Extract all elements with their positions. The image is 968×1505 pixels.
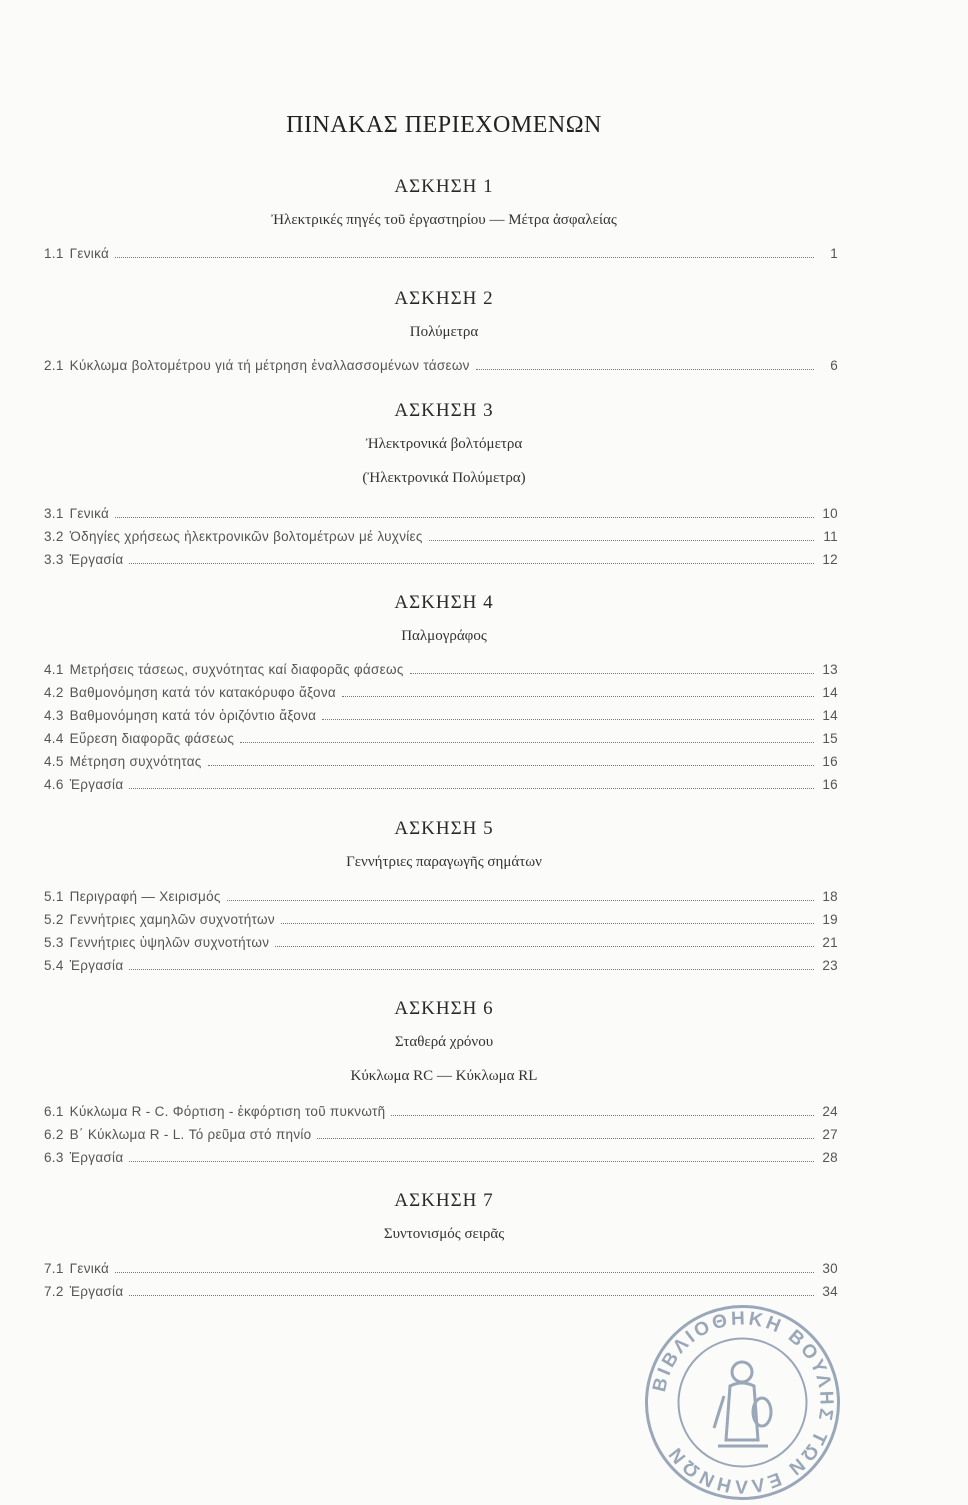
entry-label: Βαθμονόμηση κατά τόν κατακόρυφο ἄξονα (69, 685, 336, 700)
entry-number: 5.1 (44, 889, 64, 904)
dot-leader (129, 968, 814, 970)
toc-entry-1-1 (44, 246, 838, 261)
entry-page: 24 (822, 1104, 838, 1119)
dot-leader (429, 539, 814, 541)
athena-figure-icon (714, 1362, 771, 1446)
exercise-5-subtitle: Γεννήτριες παραγωγῆς σημάτων (346, 854, 542, 870)
exercise-6-subtitle-2: Κύκλωμα RC — Κύκλωμα RL (350, 1068, 538, 1084)
exercise-6-subtitle: Σταθερά χρόνου (394, 1034, 494, 1050)
entry-page: 27 (822, 1127, 838, 1142)
entry-label: Μέτρηση συχνότητας (69, 754, 202, 769)
exercise-4-subtitle: Παλμογράφος (401, 628, 487, 644)
entry-label: Ἐργασία (69, 1150, 124, 1165)
entry-label: Γενικά (69, 246, 110, 261)
entry-label: Ἐργασία (69, 552, 124, 567)
entry-label: Ἐργασία (69, 1284, 124, 1299)
stamp-text: ΒΙΒΛΙΟΘΗΚΗ ΒΟΥΛΗΣ ΤΩΝ ΕΛΛΗΝΩΝ (649, 1308, 837, 1497)
toc-entry-7-1 (44, 1261, 838, 1276)
entry-label: Κύκλωμα R - C. Φόρτιση - ἐκφόρτιση τοῦ πυκνωτῆ (69, 1104, 386, 1119)
entry-label: Ἐργασία (69, 777, 124, 792)
toc-entry-5-3 (44, 935, 838, 950)
entry-number: 5.3 (44, 935, 64, 950)
entry-page: 6 (830, 358, 838, 373)
toc-entry-3-3 (44, 552, 838, 567)
entry-page: 14 (822, 685, 838, 700)
entry-page: 11 (823, 529, 838, 544)
dot-leader (240, 741, 814, 743)
entry-number: 1.1 (44, 246, 64, 261)
dot-leader (208, 764, 814, 766)
entry-label: Εὕρεση διαφορᾶς φάσεως (69, 731, 235, 746)
dot-leader (115, 1271, 814, 1273)
toc-entry-6-2 (44, 1127, 838, 1142)
entry-number: 4.1 (44, 662, 64, 677)
dot-leader (317, 1137, 814, 1139)
entry-label: Γεννήτριες ὑψηλῶν συχνοτήτων (69, 935, 270, 950)
dot-leader (391, 1114, 814, 1116)
toc-entry-7-2 (44, 1284, 838, 1299)
entry-number: 6.1 (44, 1104, 64, 1119)
toc-entry-5-1 (44, 889, 838, 904)
toc-entry-4-5 (44, 754, 838, 769)
entry-page: 16 (822, 754, 838, 769)
entry-page: 34 (822, 1284, 838, 1299)
entry-label: Βαθμονόμηση κατά τόν ὁριζόντιο ἄξονα (69, 708, 317, 723)
entry-number: 4.2 (44, 685, 64, 700)
entry-page: 12 (822, 552, 838, 567)
toc-entry-2-1 (44, 358, 838, 373)
entry-page: 14 (822, 708, 838, 723)
entry-number: 6.2 (44, 1127, 64, 1142)
entry-label: Γενικά (69, 506, 110, 521)
exercise-2-heading: ΑΣΚΗΣΗ 2 (394, 288, 494, 309)
entry-page: 18 (822, 889, 838, 904)
entry-number: 5.4 (44, 958, 64, 973)
exercise-1-subtitle: Ἠλεκτρικές πηγές τοῦ ἐργαστηρίου — Μέτρα ἀσφαλείας (271, 212, 617, 228)
entry-page: 19 (822, 912, 838, 927)
entry-number: 7.1 (44, 1261, 64, 1276)
svg-text:ΒΙΒΛΙΟΘΗΚΗ ΒΟΥΛΗΣ ΤΩΝ ΕΛΛΗΝΩΝ (649, 1308, 837, 1496)
exercise-3-heading: ΑΣΚΗΣΗ 3 (394, 400, 494, 421)
dot-leader (129, 1160, 814, 1162)
dot-leader (115, 256, 814, 258)
entry-page: 30 (822, 1261, 838, 1276)
dot-leader (129, 1294, 814, 1296)
entry-label: Β΄ Κύκλωμα R - L. Τό ρεῦμα στό πηνίο (69, 1127, 312, 1142)
dot-leader (275, 945, 814, 947)
entry-page: 13 (822, 662, 838, 677)
toc-entry-4-3 (44, 708, 838, 723)
toc-entry-5-2 (44, 912, 838, 927)
entry-number: 4.4 (44, 731, 64, 746)
toc-entry-4-4 (44, 731, 838, 746)
toc-entry-5-4 (44, 958, 838, 973)
entry-page: 23 (822, 958, 838, 973)
toc-entry-4-2 (44, 685, 838, 700)
exercise-6-heading: ΑΣΚΗΣΗ 6 (394, 998, 494, 1019)
toc-entry-4-6 (44, 777, 838, 792)
exercise-3-subtitle-2: (Ἠλεκτρονικά Πολύμετρα) (362, 470, 526, 486)
dot-leader (410, 672, 814, 674)
entry-number: 4.5 (44, 754, 64, 769)
exercise-1-heading: ΑΣΚΗΣΗ 1 (394, 176, 494, 197)
toc-entry-4-1 (44, 662, 838, 677)
exercise-5-heading: ΑΣΚΗΣΗ 5 (394, 818, 494, 839)
entry-number: 2.1 (44, 358, 64, 373)
entry-page: 21 (822, 935, 838, 950)
entry-label: Κύκλωμα βολτομέτρου γιά τή μέτρηση ἐναλλασσομένων τάσεων (69, 358, 470, 373)
entry-label: Ἐργασία (69, 958, 124, 973)
entry-label: Γεννήτριες χαμηλῶν συχνοτήτων (69, 912, 275, 927)
toc-entry-3-1 (44, 506, 838, 521)
dot-leader (322, 718, 814, 720)
entry-page: 28 (822, 1150, 838, 1165)
entry-label: Μετρήσεις τάσεως, συχνότητας καί διαφορᾶς φάσεως (69, 662, 404, 677)
toc-entry-3-2 (44, 529, 838, 544)
entry-label: Περιγραφή — Χειρισμός (69, 889, 221, 904)
dot-leader (129, 787, 814, 789)
exercise-7-heading: ΑΣΚΗΣΗ 7 (394, 1190, 494, 1211)
entry-number: 3.1 (44, 506, 64, 521)
entry-number: 5.2 (44, 912, 64, 927)
entry-label: Γενικά (69, 1261, 110, 1276)
dot-leader (115, 516, 814, 518)
entry-page: 10 (822, 506, 838, 521)
dot-leader (227, 899, 814, 901)
dot-leader (476, 368, 814, 370)
entry-number: 4.3 (44, 708, 64, 723)
entry-number: 3.2 (44, 529, 64, 544)
entry-label: Ὁδηγίες χρήσεως ἠλεκτρονικῶν βολτομέτρων μέ λυχνίες (69, 529, 423, 544)
toc-entry-6-3 (44, 1150, 838, 1165)
exercise-2-subtitle: Πολύμετρα (409, 324, 479, 340)
entry-page: 1 (830, 246, 838, 261)
dot-leader (129, 562, 814, 564)
dot-leader (281, 922, 814, 924)
entry-number: 6.3 (44, 1150, 64, 1165)
toc-entry-6-1 (44, 1104, 838, 1119)
page-title: ΠΙΝΑΚΑΣ ΠΕΡΙΕΧΟΜΕΝΩΝ (286, 112, 602, 138)
exercise-7-subtitle: Συντονισμός σειρᾶς (383, 1226, 505, 1242)
exercise-4-heading: ΑΣΚΗΣΗ 4 (394, 592, 494, 613)
library-stamp-icon (640, 1300, 845, 1505)
entry-page: 15 (822, 731, 838, 746)
entry-number: 4.6 (44, 777, 64, 792)
entry-number: 7.2 (44, 1284, 64, 1299)
entry-number: 3.3 (44, 552, 64, 567)
exercise-3-subtitle: Ἠλεκτρονικά βολτόμετρα (365, 436, 523, 452)
entry-page: 16 (822, 777, 838, 792)
dot-leader (342, 695, 814, 697)
